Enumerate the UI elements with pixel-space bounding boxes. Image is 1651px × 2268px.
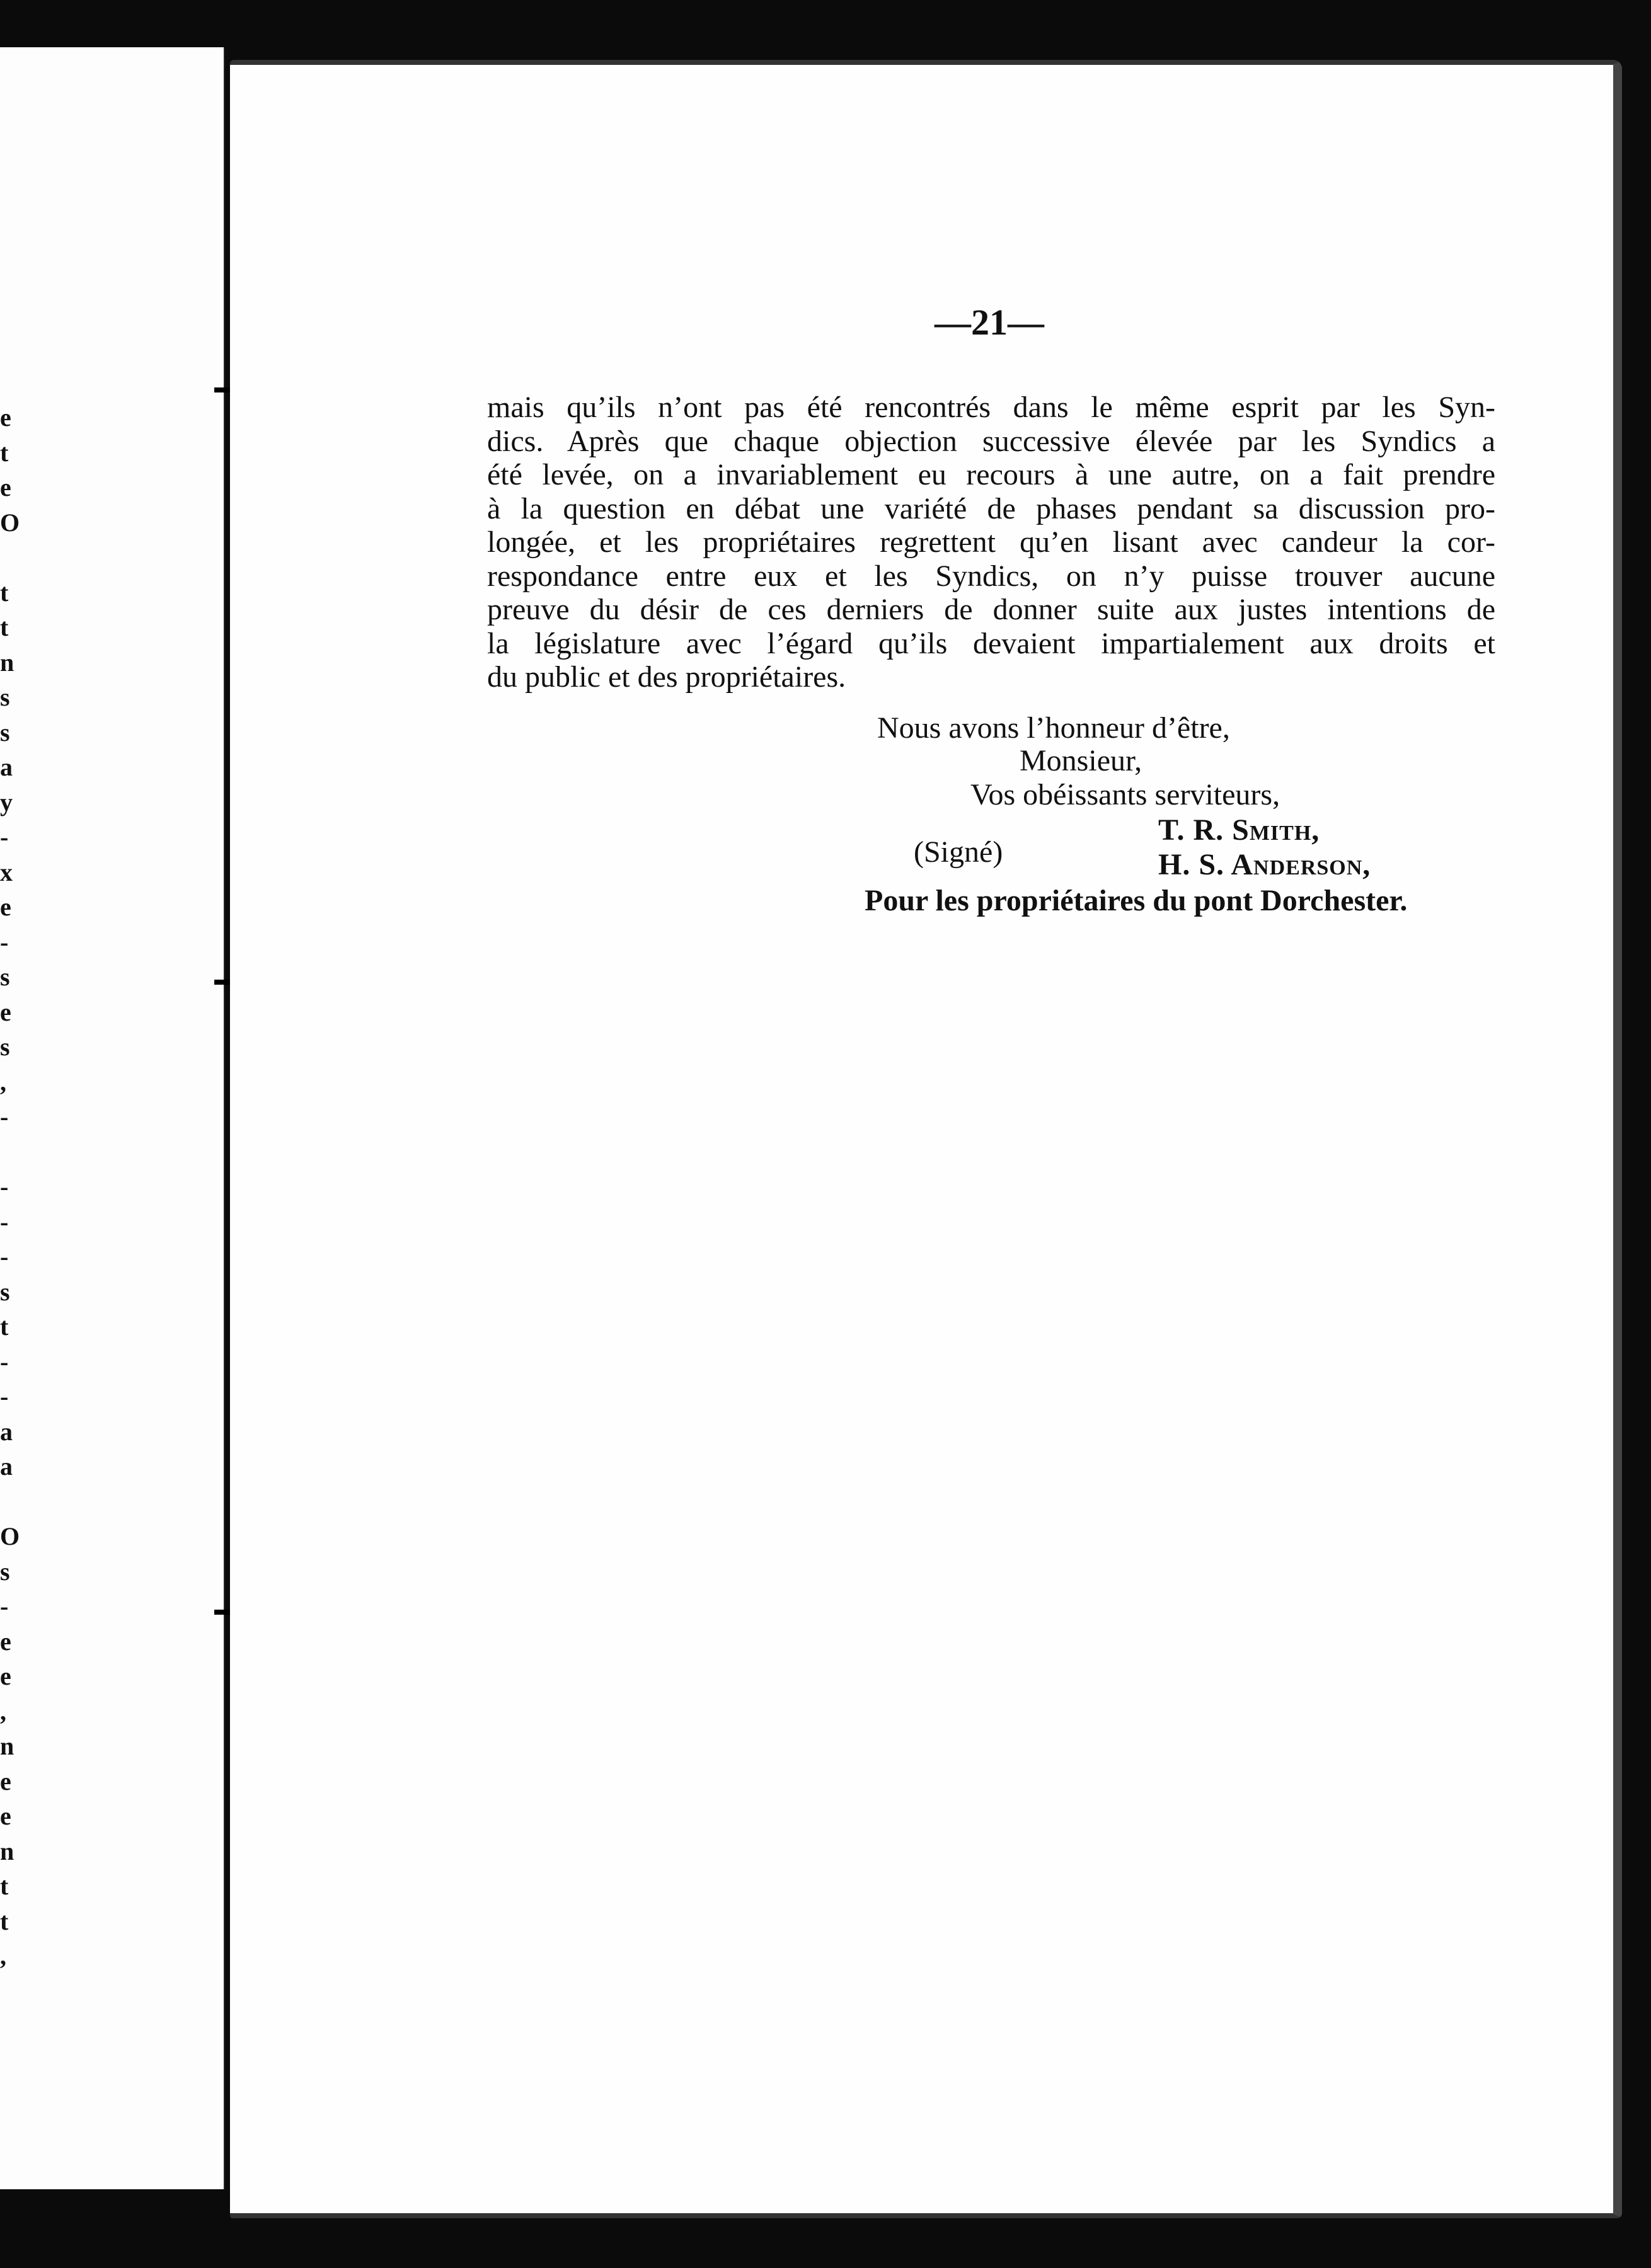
facing-page-left-edge [0,47,225,2189]
on-behalf-line: Pour les propriétaires du pont Dorchester. [865,884,1408,917]
body-line: été levée, on a invariablement eu recours à une autre, on a fait prendre [487,458,1495,491]
body-line: du public et des propriétaires. [487,660,846,694]
body-line: mais qu’ils n’ont pas été rencontrés dans le même esprit par les Syn- [487,391,1495,424]
body-line: preuve du désir de ces derniers de donner suite aux justes intentions de [487,593,1495,626]
closing-salutation: Nous avons l’honneur d’être, [877,711,1230,745]
body-line: dics. Après que chaque objection successive élevée par les Syndics a [487,424,1495,458]
closing-servants: Vos obéissants serviteurs, [970,778,1280,811]
signed-label: (Signé) [914,835,1003,869]
body-line: à la question en débat une variété de phases pendant sa discussion pro- [487,491,1495,525]
page-number: —21— [935,302,1044,343]
signer-anderson: H. S. Anderson, [1158,848,1371,881]
body-line: longée, et les propriétaires regrettent qu’en lisant avec candeur la cor- [487,525,1495,559]
body-line: respondance entre eux et les Syndics, on n’y puisse trouver aucune [487,559,1495,593]
closing-addressee: Monsieur, [1020,744,1142,777]
letter-body [487,391,1495,694]
facing-page-text-fragments: e t e O t t n s s a y - x e - s e s , - - - - s t - - a a O s - e e , n e e n t t , [0,403,20,1970]
body-line: la législature avec l’égard qu’ils devaient impartialement aux droits et [487,626,1495,660]
signer-smith: T. R. Smith, [1158,813,1320,847]
book-page [230,60,1622,2218]
